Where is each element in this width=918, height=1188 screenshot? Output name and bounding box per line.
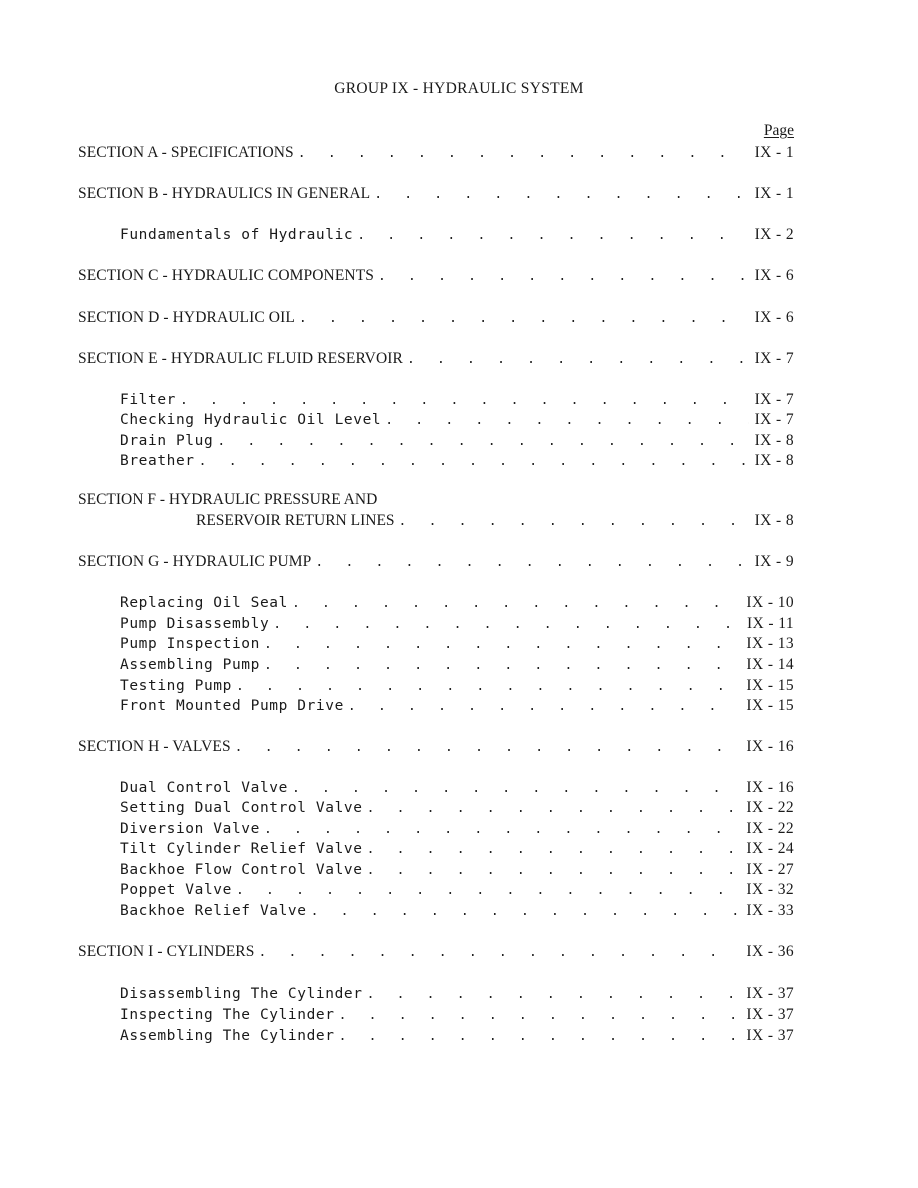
toc-entry-page: IX - 15: [746, 677, 794, 694]
toc-entry-label: Assembling Pump: [120, 657, 260, 673]
toc-entry-page: IX - 37: [746, 985, 794, 1002]
dot-leader: [348, 696, 741, 718]
toc-entry-label: SECTION E - HYDRAULIC FLUID RESERVOIR: [78, 350, 403, 367]
toc-entry-label: Setting Dual Control Valve: [120, 800, 363, 816]
toc-entry-label: Checking Hydraulic Oil Level: [120, 412, 382, 428]
toc-entry-disassembling-cylinder: [120, 983, 794, 1005]
toc-entry-page: IX - 13: [746, 635, 794, 652]
toc-entry-section-d: [78, 307, 794, 329]
toc-entry-poppet-valve: [120, 879, 794, 901]
toc-entry-page: IX - 33: [746, 902, 794, 919]
toc-entry-section-f: [78, 489, 377, 511]
toc-entry-page: IX - 8: [754, 512, 794, 529]
toc-entry-page: IX - 37: [746, 1027, 794, 1044]
toc-entry-setting-dual-control-valve: [120, 797, 794, 819]
dot-leader: [357, 225, 748, 247]
toc-entry-page: IX - 27: [746, 861, 794, 878]
toc-entry-label: SECTION I - CYLINDERS: [78, 943, 255, 960]
toc-entry-backhoe-relief-valve: [120, 900, 794, 922]
toc-entry-label: SECTION C - HYDRAULIC COMPONENTS: [78, 267, 374, 284]
toc-entry-page: IX - 9: [754, 553, 794, 570]
toc-entry-dual-control-valve: [120, 777, 794, 799]
toc-entry-label: Diversion Valve: [120, 821, 260, 837]
dot-leader: [299, 308, 749, 330]
toc-entry-page: IX - 14: [746, 656, 794, 673]
dot-leader: [311, 901, 741, 923]
toc-entry-page: IX - 32: [746, 881, 794, 898]
toc-entry-page: IX - 8: [754, 432, 794, 449]
toc-entry-section-i: [78, 941, 794, 963]
dot-leader: [385, 410, 748, 432]
toc-entry-page: IX - 22: [746, 820, 794, 837]
toc-entry-page: IX - 16: [746, 738, 794, 755]
toc-entry-label: SECTION H - VALVES: [78, 738, 231, 755]
toc-entry-page: IX - 11: [747, 615, 794, 632]
dot-leader: [235, 737, 741, 759]
dot-leader: [367, 984, 741, 1006]
toc-entry-label: Filter: [120, 392, 176, 408]
toc-entry-section-e: [78, 348, 794, 370]
dot-leader: [199, 451, 749, 473]
toc-entry-label: SECTION A - SPECIFICATIONS: [78, 144, 294, 161]
toc-entry-diversion-valve: [120, 818, 794, 840]
dot-leader: [399, 511, 749, 533]
dot-leader: [339, 1026, 741, 1048]
toc-entry-section-b: [78, 183, 794, 205]
toc-entry-section-c: [78, 265, 794, 287]
toc-entry-page: IX - 24: [746, 840, 794, 857]
toc-entry-label: Drain Plug: [120, 433, 214, 449]
toc-entry-section-f-continued: [196, 510, 794, 532]
toc-entry-page: IX - 16: [746, 779, 794, 796]
toc-entry-drain-plug: [120, 430, 794, 452]
toc-entry-label: Dual Control Valve: [120, 780, 288, 796]
toc-entry-assembling-cylinder: [120, 1025, 794, 1047]
toc-entry-page: IX - 10: [746, 594, 794, 611]
toc-entry-label: Breather: [120, 453, 195, 469]
toc-entry-fundamentals: [120, 224, 794, 246]
toc-entry-pump-inspection: [120, 633, 794, 655]
toc-entry-page: IX - 6: [754, 267, 794, 284]
page-column-header: Page: [763, 122, 794, 139]
dot-leader: [264, 655, 740, 677]
toc-entry-label: SECTION F - HYDRAULIC PRESSURE AND: [78, 491, 378, 508]
dot-leader: [292, 593, 740, 615]
toc-entry-page: IX - 37: [746, 1006, 794, 1023]
toc-entry-section-h: [78, 736, 794, 758]
toc-entry-label: Backhoe Relief Valve: [120, 903, 307, 919]
dot-leader: [264, 634, 740, 656]
toc-entry-page: IX - 36: [746, 943, 794, 960]
toc-entry-page: IX - 6: [754, 309, 794, 326]
toc-entry-page: IX - 8: [754, 452, 794, 469]
toc-entry-label: Tilt Cylinder Relief Valve: [120, 841, 363, 857]
dot-leader: [315, 552, 748, 574]
toc-entry-label: Replacing Oil Seal: [120, 595, 288, 611]
dot-leader: [378, 266, 749, 288]
toc-entry-pump-disassembly: [120, 613, 794, 635]
toc-entry-label: Front Mounted Pump Drive: [120, 698, 344, 714]
toc-entry-page: IX - 7: [754, 411, 794, 428]
toc-entry-label: Pump Inspection: [120, 636, 260, 652]
toc-entry-label: SECTION D - HYDRAULIC OIL: [78, 309, 295, 326]
toc-entry-label: Fundamentals of Hydraulic: [120, 227, 354, 243]
toc-entry-label: Disassembling The Cylinder: [120, 986, 363, 1002]
dot-leader: [367, 798, 741, 820]
toc-entry-breather: [120, 450, 794, 472]
toc-entry-page: IX - 1: [754, 144, 794, 161]
toc-entry-section-g: [78, 551, 794, 573]
toc-entry-assembling-pump: [120, 654, 794, 676]
toc-entry-label: SECTION B - HYDRAULICS IN GENERAL: [78, 185, 371, 202]
document-title: GROUP IX - HYDRAULIC SYSTEM: [334, 80, 584, 97]
toc-entry-label: Testing Pump: [120, 678, 232, 694]
toc-entry-page: IX - 1: [754, 185, 794, 202]
toc-entry-label: Inspecting The Cylinder: [120, 1007, 335, 1023]
toc-entry-label: Pump Disassembly: [120, 616, 270, 632]
toc-entry-page: IX - 7: [754, 350, 794, 367]
toc-entry-backhoe-flow-control-valve: [120, 859, 794, 881]
toc-entry-checking-oil-level: [120, 409, 794, 431]
toc-entry-front-mounted-pump-drive: [120, 695, 794, 717]
toc-entry-label: Backhoe Flow Control Valve: [120, 862, 363, 878]
dot-leader: [367, 839, 741, 861]
toc-entry-replacing-oil-seal: [120, 592, 794, 614]
toc-entry-page: IX - 2: [754, 226, 794, 243]
dot-leader: [407, 349, 749, 371]
dot-leader: [374, 184, 748, 206]
toc-entry-label: Poppet Valve: [120, 882, 232, 898]
dot-leader: [258, 942, 740, 964]
dot-leader: [298, 143, 749, 165]
toc-entry-label: SECTION G - HYDRAULIC PUMP: [78, 553, 312, 570]
toc-entry-section-a: [78, 142, 794, 164]
toc-entry-inspecting-cylinder: [120, 1004, 794, 1026]
dot-leader: [236, 880, 740, 902]
toc-entry-label: RESERVOIR RETURN LINES: [196, 512, 395, 529]
dot-leader: [339, 1005, 741, 1027]
toc-entry-page: IX - 15: [746, 697, 794, 714]
toc-entry-label: Assembling The Cylinder: [120, 1028, 335, 1044]
toc-entry-page: IX - 22: [746, 799, 794, 816]
toc-entry-page: IX - 7: [754, 391, 794, 408]
toc-entry-testing-pump: [120, 675, 794, 697]
toc-entry-tilt-cylinder-relief-valve: [120, 838, 794, 860]
toc-entry-filter: [120, 389, 794, 411]
